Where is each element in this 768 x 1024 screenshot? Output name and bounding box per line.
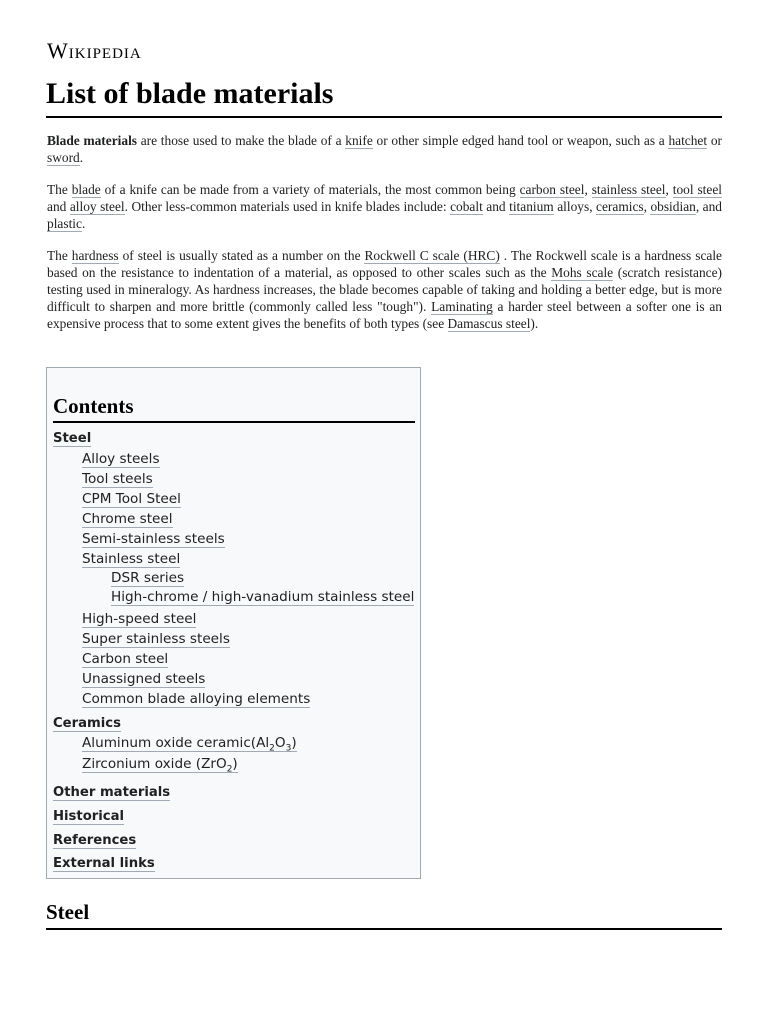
link-alloy-steel[interactable]: alloy steel: [69, 199, 125, 214]
toc-item-alloy-steels[interactable]: [53, 449, 418, 469]
toc-item-label: Historical: [53, 809, 125, 824]
article-body: [47, 132, 722, 347]
link-ceramics[interactable]: ceramics: [596, 199, 644, 214]
toc-item-alloying-elements[interactable]: [53, 689, 418, 709]
toc-item-label: Common blade alloying elements: [82, 691, 311, 707]
link-knife[interactable]: knife: [345, 133, 373, 148]
link-hardness[interactable]: hardness: [71, 248, 119, 263]
subscript: 2: [226, 764, 233, 775]
text-run: ).: [530, 316, 539, 331]
link-obsidian[interactable]: obsidian: [650, 199, 696, 214]
text-run: ,: [665, 182, 673, 197]
link-damascus-steel[interactable]: Damascus steel: [447, 316, 531, 331]
text-run: of a knife can be made from a variety of materials, the most common being: [100, 182, 520, 197]
toc-item-other-materials[interactable]: [53, 781, 418, 805]
toc-item-steel[interactable]: [53, 430, 418, 448]
toc-item-label: [82, 756, 238, 773]
toc-item-label: Alloy steels: [82, 451, 160, 467]
subscript: 3: [285, 743, 292, 754]
toc-item-semi-stainless-steels[interactable]: [53, 529, 418, 549]
link-laminating[interactable]: Laminating: [431, 299, 493, 314]
text-run: (scratch resistance) testing used in mineralogy. As hardness increases, the blade becomes capable of taking and holding a better edge, but is more difficult to sharpen and more brittle (commonly called less "tough").: [47, 265, 722, 314]
link-hatchet[interactable]: hatchet: [668, 133, 708, 148]
link-titanium[interactable]: titanium: [509, 199, 554, 214]
link-mohs-scale[interactable]: Mohs scale: [551, 265, 614, 280]
toc-item-aluminum-oxide[interactable]: [53, 733, 418, 754]
text-run: a harder steel between a softer one is an expensive process that to some extent gives the benefits of both types (see: [47, 299, 722, 331]
toc-item-stainless-steel[interactable]: [53, 549, 418, 569]
toc-item-unassigned-steels[interactable]: [53, 669, 418, 689]
toc-item-cpm-tool-steel[interactable]: [53, 489, 418, 509]
toc-title: Contents: [53, 394, 415, 423]
toc-item-label: Other materials: [53, 785, 171, 800]
toc-item-label: CPM Tool Steel: [82, 491, 181, 507]
text-run: ): [291, 735, 297, 751]
text-run: or: [707, 133, 722, 148]
toc-item-references[interactable]: [53, 829, 418, 852]
toc-item-ceramics[interactable]: [53, 715, 418, 733]
toc-item-historical[interactable]: [53, 805, 418, 829]
toc-item-carbon-steel[interactable]: [53, 649, 418, 669]
text-run: Aluminum oxide ceramic(Al: [82, 735, 270, 751]
text-run: .: [81, 216, 86, 231]
intro-paragraph-3: [47, 247, 722, 332]
toc-item-label: High-chrome / high-vanadium stainless steel: [111, 589, 415, 605]
link-blade[interactable]: blade: [71, 182, 101, 197]
page-title: List of blade materials: [46, 74, 722, 118]
text-run: alloys,: [553, 199, 597, 214]
toc-list: [53, 430, 418, 876]
link-stainless-steel[interactable]: stainless steel: [591, 182, 666, 197]
text-run: O: [274, 735, 286, 751]
toc-item-external-links[interactable]: [53, 852, 418, 876]
toc-item-super-stainless-steels[interactable]: [53, 629, 418, 649]
section-heading-steel: Steel: [46, 898, 722, 930]
link-sword[interactable]: sword: [47, 150, 80, 165]
link-tool-steel[interactable]: tool steel: [672, 182, 723, 197]
text-run: or other simple edged hand tool or weapon, such as a: [372, 133, 669, 148]
text-run: ): [232, 756, 238, 772]
text-run: The: [47, 182, 72, 197]
text-run: and: [482, 199, 510, 214]
toc-item-chrome-steel[interactable]: [53, 509, 418, 529]
toc-item-label: DSR series: [111, 570, 185, 586]
intro-paragraph-1: [47, 132, 722, 166]
toc-item-label: Stainless steel: [82, 551, 181, 567]
text-run: ,: [643, 199, 651, 214]
toc-item-label: Chrome steel: [82, 511, 173, 527]
text-run: . The Rockwell scale is a hardness scale based on the resistance to indentation of a material, as opposed to other scales such as the: [47, 248, 722, 280]
text-run: The: [47, 248, 72, 263]
toc-item-label: Tool steels: [82, 471, 153, 487]
text-run: are those used to make the blade of a: [137, 133, 346, 148]
link-cobalt[interactable]: cobalt: [450, 199, 483, 214]
toc-item-label: Steel: [53, 431, 92, 446]
subscript: 2: [269, 743, 275, 754]
toc-item-label: References: [53, 833, 137, 848]
toc-item-high-chrome-stainless[interactable]: [53, 587, 418, 607]
link-rockwell-scale[interactable]: Rockwell C scale (HRC): [364, 248, 500, 263]
toc-item-label: High-speed steel: [82, 611, 197, 627]
text-run: ,: [584, 182, 592, 197]
text-run: , and: [695, 199, 723, 214]
toc-item-label: [82, 735, 297, 752]
toc-item-label: Super stainless steels: [82, 631, 230, 647]
toc-item-zirconium-oxide[interactable]: [53, 754, 418, 775]
toc-item-label: Semi-stainless steels: [82, 531, 225, 547]
intro-paragraph-2: [47, 181, 722, 232]
table-of-contents: [46, 367, 421, 879]
toc-item-label: Unassigned steels: [82, 671, 206, 687]
link-plastic[interactable]: plastic: [47, 216, 82, 231]
wikipedia-wordmark[interactable]: Wikipedia: [47, 38, 142, 63]
text-run: and: [47, 199, 70, 214]
text-run: . Other less-common materials used in knife blades include:: [124, 199, 451, 214]
toc-item-dsr-series[interactable]: [53, 569, 418, 587]
text-run: .: [79, 150, 84, 165]
toc-item-label: Ceramics: [53, 716, 121, 731]
toc-item-high-speed-steel[interactable]: [53, 609, 418, 629]
link-carbon-steel[interactable]: carbon steel: [519, 182, 585, 197]
toc-item-label: Carbon steel: [82, 651, 169, 667]
text-run: of steel is usually stated as a number on the: [118, 248, 365, 263]
toc-item-tool-steels[interactable]: [53, 469, 418, 489]
text-run: Zirconium oxide (ZrO: [82, 756, 227, 772]
bold-term: Blade materials: [47, 133, 138, 148]
toc-item-label: External links: [53, 856, 155, 871]
